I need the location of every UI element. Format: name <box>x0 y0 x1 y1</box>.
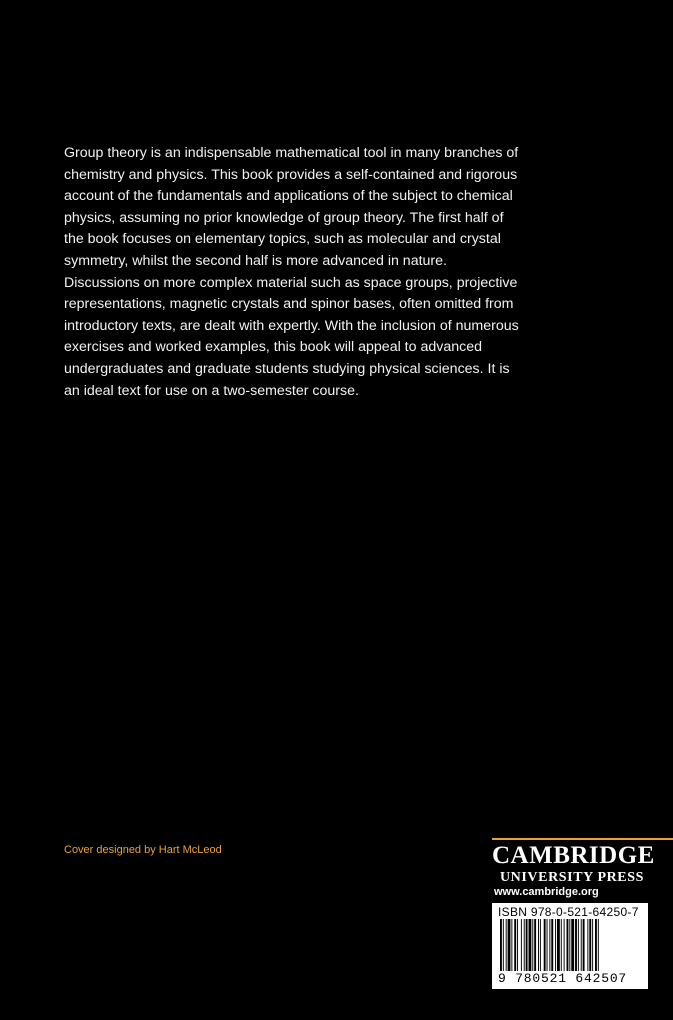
publisher-accent-rule <box>492 838 673 840</box>
cover-designer-credit: Cover designed by Hart McLeod <box>64 844 222 856</box>
back-cover-blurb: Group theory is an indispensable mathematical tool in many branches of chemistry and physics. This book provides a self-contained and rigorous account of the fundamentals and applications of the subject to chemical physics, assuming no prior knowledge of group theory. The first half of the book focuses on elementary topics, such as molecular and crystal symmetry, whilst the second half is more advanced in nature. Discussions on more complex material such as space groups, projective representations, magnetic crystals and spinor bases, often omitted from introductory texts, are dealt with expertly. With the inclusion of numerous exercises and worked examples, this book will appeal to advanced undergraduates and graduate students studying physical sciences. It is an ideal text for use on a two-semester course. <box>64 145 519 399</box>
isbn-label: ISBN 978-0-521-64250-7 <box>498 905 639 919</box>
barcode-bars-icon <box>498 919 642 971</box>
ean-digits: 9 780521 642507 > <box>498 971 628 1001</box>
publisher-subname: UNIVERSITY PRESS <box>499 870 645 885</box>
publisher-name: CAMBRIDGE <box>492 842 655 869</box>
isbn-barcode <box>492 903 648 1001</box>
publisher-logo <box>492 842 655 886</box>
publisher-url: www.cambridge.org <box>494 886 599 898</box>
